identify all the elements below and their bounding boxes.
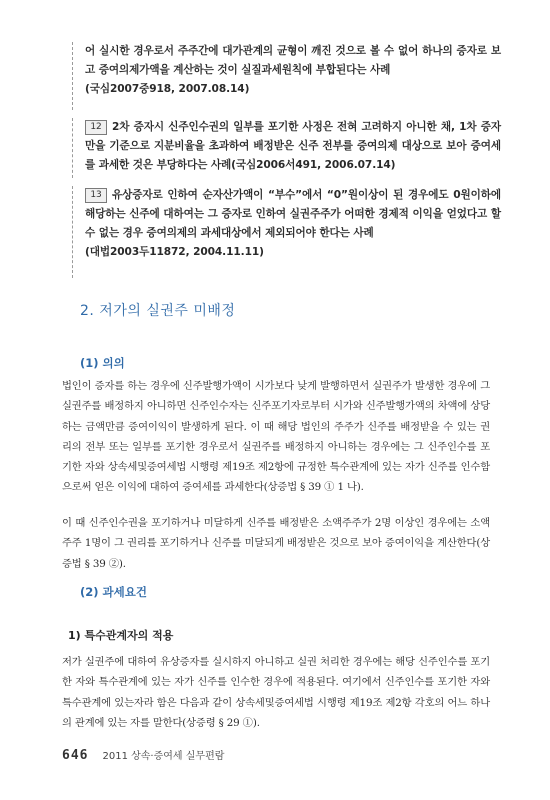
- body-paragraph: 법인이 증자를 하는 경우에 신주발행가액이 시가보다 낮게 발행하면서 실권주가 발생한 경우에 그 실권주를 배정하지 아니하면 신주인수자는 신주포기자로부터 시가와 신주발행가액의 차액에 상당하는 금액만큼 증여이익이 발생하게 된다. 이 때 해당 법인의 주주가 신주를 배정받을 수 있는 권리의 전부 또는 일부를 포기한 경우로서 실권주를 배정하지 아니하는 경우에는 그 신주인수를 포기한 자와 상속세및증여세법 시행령 제19조 제2항에 규정한 특수관계에 있는 자가 신주를 인수함으로써 얻은 이익에 대하여 증여세를 과세한다(상증법 § 39 ① 1 나).: [62, 380, 490, 494]
- body-paragraph: 이 때 신주인수권을 포기하거나 미달하게 신주를 배정받은 소액주주가 2명 이상인 경우에는 소액주주 1명이 그 권리를 포기하거나 신주를 미달되게 배정받은 것으로 보아 증여이익을 계산한다(상증법 § 39 ②).: [62, 517, 490, 570]
- case-block-12: [72, 118, 501, 178]
- case-text: 어 실시한 경우로서 주주간에 대가관계의 균형이 깨진 것으로 볼 수 없어 하나의 증자로 보고 증여의제가액을 계산하는 것이 실질과세원칙에 부합된다는 사례: [85, 45, 501, 76]
- case-block-continued: [72, 42, 501, 110]
- page-footer: [62, 747, 224, 765]
- case-block-13: [72, 186, 501, 278]
- book-title: 2011 상속·증여세 실무편람: [102, 751, 225, 762]
- case-number-badge: 13: [85, 188, 107, 203]
- body-paragraph: 저가 실권주에 대하여 유상증자를 실시하지 아니하고 실권 처리한 경우에는 해당 신주인수를 포기한 자와 특수관계에 있는 자가 신주를 인수한 경우에 적용된다. 여기에서 신주인수를 포기한 자와 특수관계에 있는자라 함은 다음과 같이 상속세및증여세법 시행령 제19조 제2항 각호의 어느 하나의 관계에 있는 자를 말한다(상증령 § 29 ①).: [62, 656, 490, 729]
- case-reference: (국심2007중918, 2007.08.14): [85, 83, 250, 95]
- case-number-badge: 12: [85, 120, 107, 135]
- subsection-title-meaning: (1) 의의: [80, 356, 125, 370]
- section-title: 2. 저가의 실권주 미배정: [80, 303, 236, 319]
- case-text: 2차 증자시 신주인수권의 일부를 포기한 사정은 전혀 고려하지 아니한 채, 1차 증자만을 기준으로 지분비율을 초과하여 배정받은 신주 전부를 증여의제 대상으로 보아 증여세를 과세한 것은 부당하다는 사례(국심2006서491, 2006.07.14): [85, 121, 501, 171]
- subsection-title-requirements: (2) 과세요건: [80, 585, 147, 599]
- page-number: 646: [62, 748, 89, 763]
- case-reference: (대법2003두11872, 2004.11.11): [85, 246, 264, 258]
- item-title: 1) 특수관계자의 적용: [68, 629, 174, 642]
- case-text: 유상증자로 인하여 순자산가액이 “부수”에서 “0”원이상이 된 경우에도 0원이하에 해당하는 신주에 대하여는 그 증자로 인하여 실권주주가 어떠한 경제적 이익을 얻었다고 할 수 없는 경우 증여의제의 과세대상에서 제외되어야 한다는 사례: [85, 189, 501, 239]
